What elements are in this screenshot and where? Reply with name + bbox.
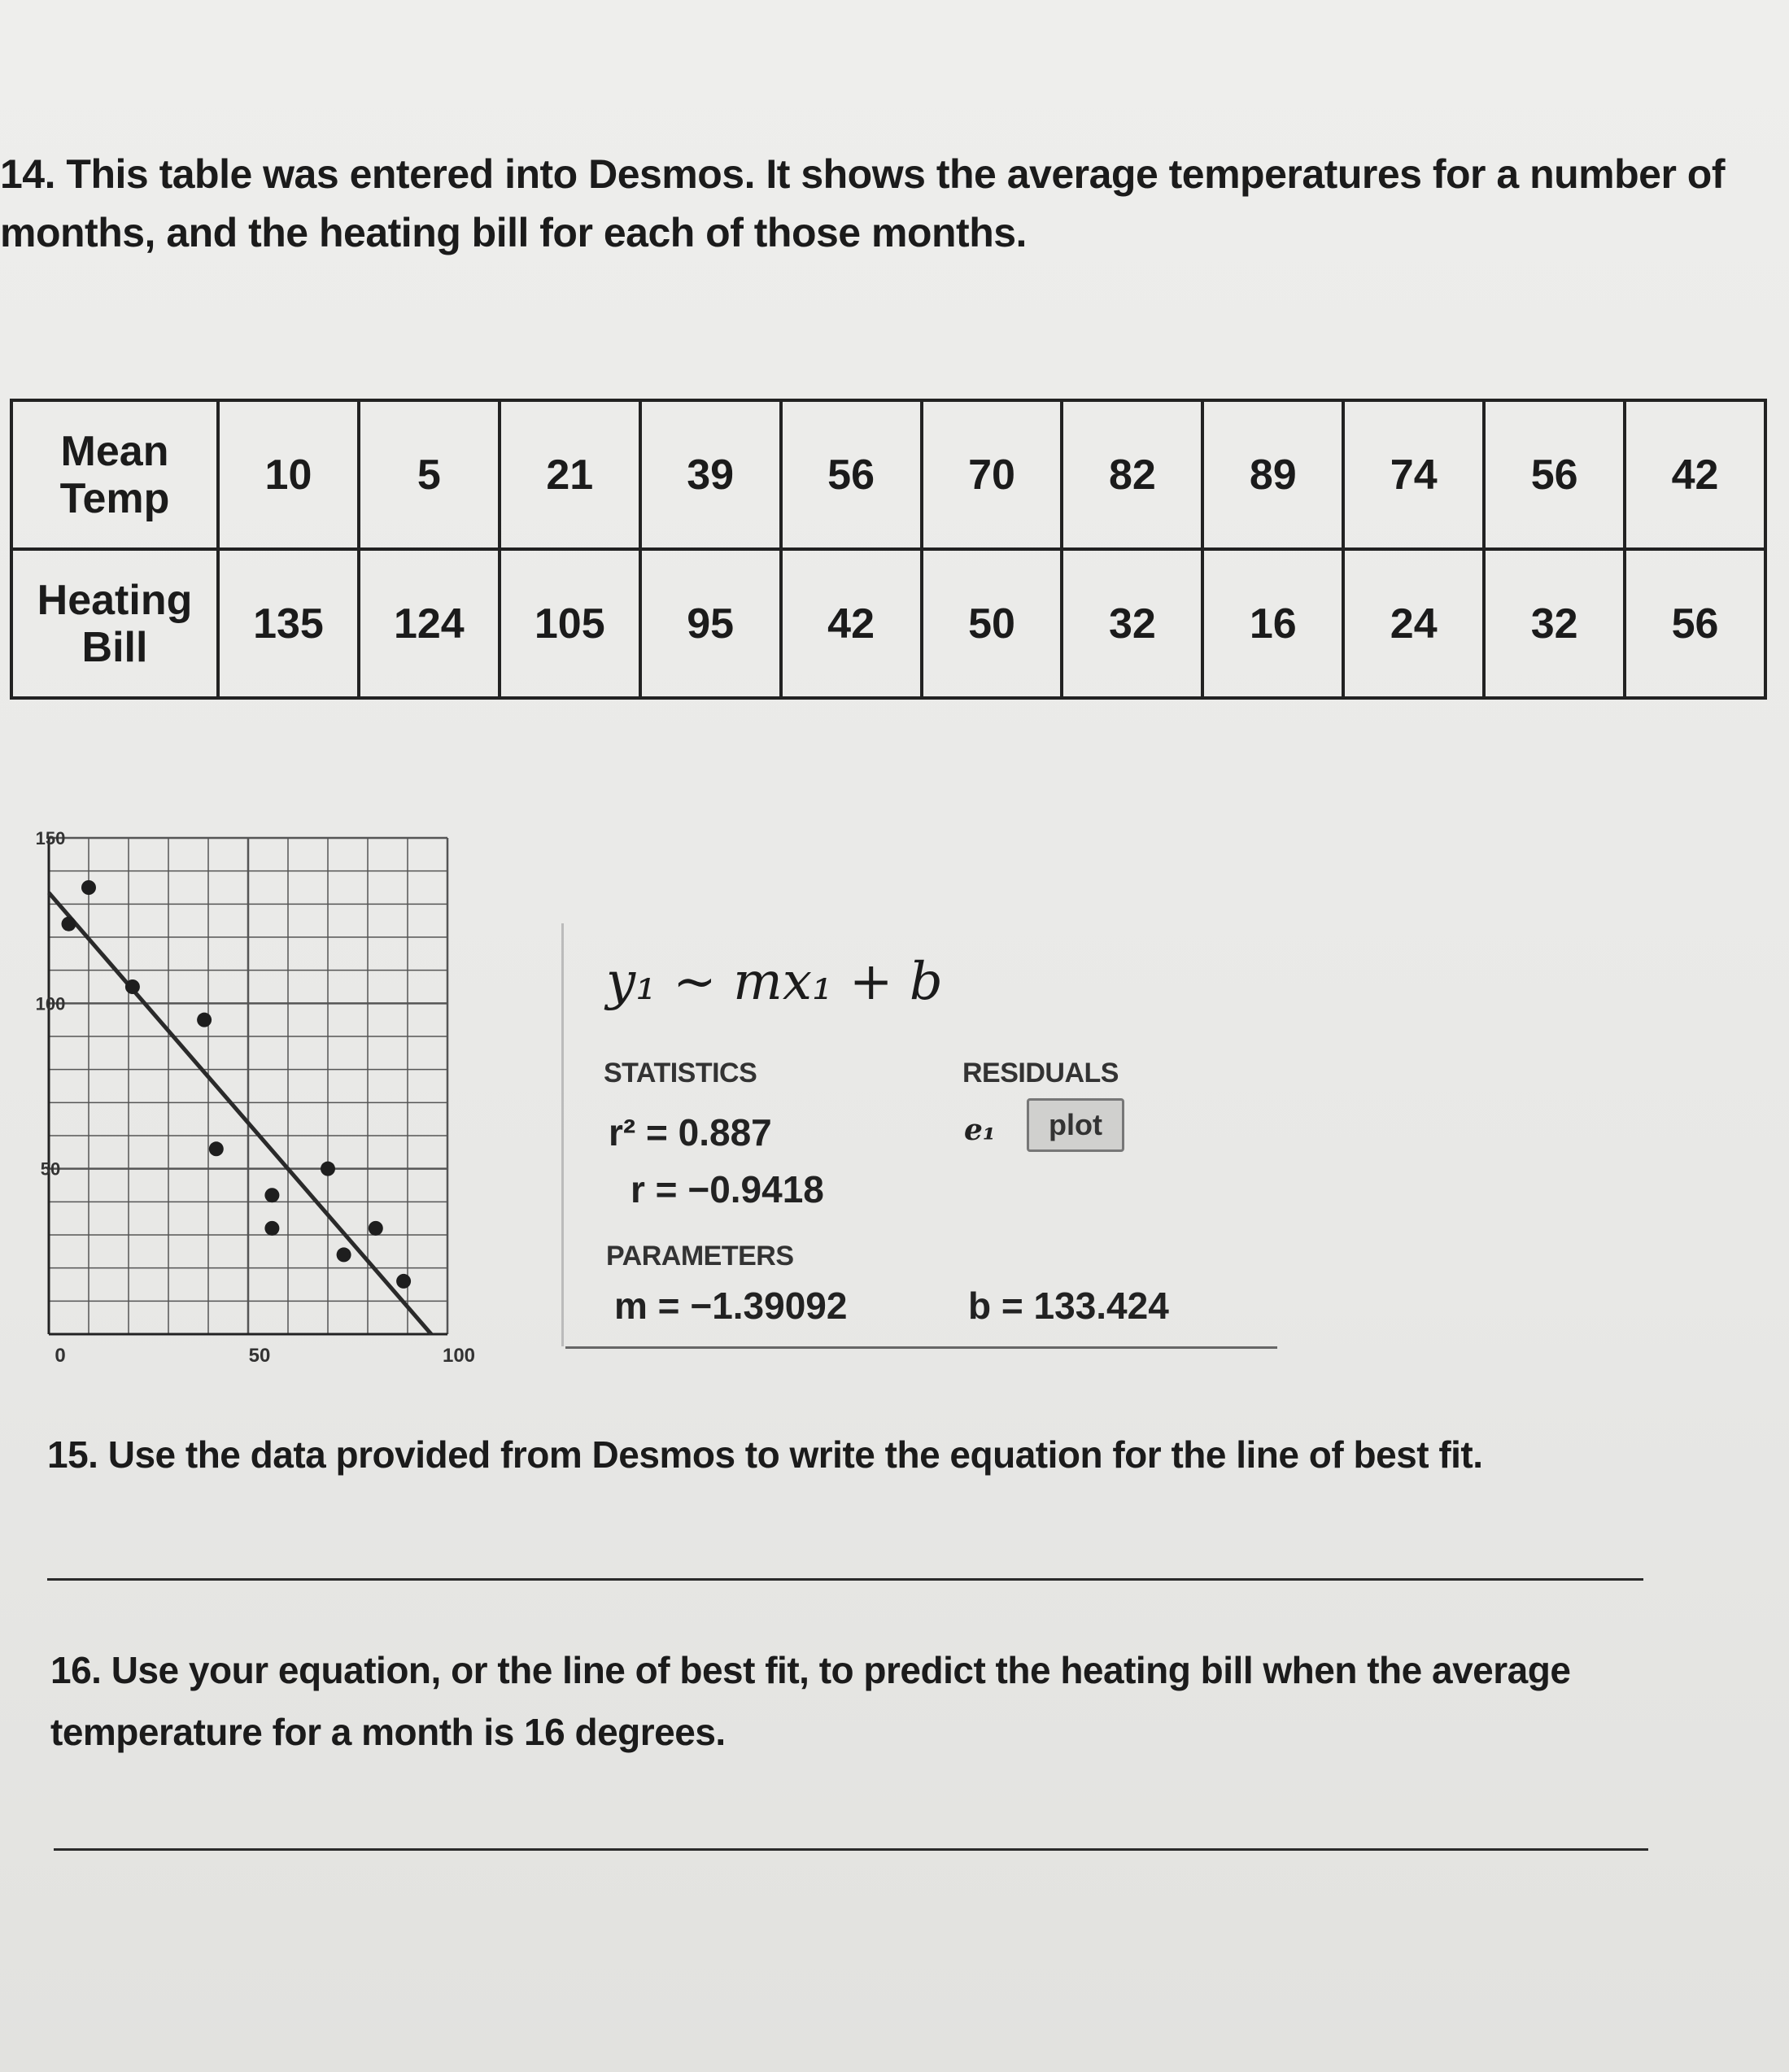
data-point [125,979,140,994]
intercept-value: b = 133.424 [968,1285,1169,1327]
data-point [264,1188,279,1202]
plot-residuals-button[interactable]: plot [1027,1098,1124,1152]
table-cell: 39 [640,400,781,549]
table-cell: 74 [1343,400,1484,549]
answer-line-16 [54,1848,1648,1851]
table-cell: 82 [1062,400,1202,549]
answer-line-15 [47,1578,1643,1581]
statistics-label: STATISTICS [604,1058,757,1088]
table-cell: 5 [359,400,500,549]
data-point [396,1274,411,1289]
temperature-heating-table [10,399,1767,700]
residual-symbol: e₁ [964,1113,996,1147]
data-points [62,880,412,1289]
data-point [209,1141,224,1156]
y-tick-label: 50 [40,1158,61,1180]
r-value: r = −0.9418 [631,1168,824,1210]
slope-value: m = −1.39092 [614,1285,848,1327]
x-tick-label: 50 [248,1345,271,1367]
table-cell: 32 [1062,549,1202,698]
r-squared-value: r² = 0.887 [609,1111,772,1154]
panel-divider [565,1346,1277,1349]
question-15: 15. Use the data provided from Desmos to write the equation for the line of best fit. [47,1433,1483,1476]
panel-divider [561,923,564,1346]
data-point [264,1221,279,1236]
data-point [369,1221,383,1236]
table-cell: 24 [1343,549,1484,698]
table-cell: 105 [500,549,640,698]
question-16: 16. Use your equation, or the line of best fit, to predict the heating bill when the average temperature for a month is 16 degrees. [50,1649,1571,1753]
data-point [337,1247,351,1262]
table-cell: 89 [1202,400,1343,549]
table-row-mean-temp [11,400,1765,549]
table-cell: 56 [1484,400,1625,549]
parameters-label: PARAMETERS [606,1241,794,1272]
data-point [81,880,96,895]
y-tick-label: 100 [35,993,66,1014]
plot-grid [49,838,447,1334]
data-point [321,1162,335,1176]
table-cell: 16 [1202,549,1343,698]
scatter-plot [24,814,476,1375]
table-cell: 135 [218,549,359,698]
table-cell: 50 [922,549,1062,698]
y-tick-label: 150 [35,828,66,848]
row-header-heating-bill: Heating Bill [11,549,218,698]
table-cell: 56 [781,400,922,549]
table-cell: 10 [218,400,359,549]
table-cell: 95 [640,549,781,698]
data-point [197,1013,212,1027]
table-cell: 56 [1625,549,1765,698]
table-cell: 42 [1625,400,1765,549]
regression-equation: y₁ ~ mx₁ + b [606,952,943,1012]
residuals-label: RESIDUALS [962,1058,1119,1088]
table-row-heating-bill [11,549,1765,698]
table-cell: 70 [922,400,1062,549]
question-14: 14. This table was entered into Desmos. It shows the average temperatures for a number of months, and the heating bill for each of those months. [0,151,1726,255]
x-tick-label: 0 [55,1345,66,1367]
table-cell: 21 [500,400,640,549]
table-cell: 32 [1484,549,1625,698]
row-header-mean-temp: Mean Temp [11,400,218,549]
table-cell: 124 [359,549,500,698]
data-point [62,917,76,931]
table-cell: 42 [781,549,922,698]
x-tick-label: 100 [442,1345,476,1367]
